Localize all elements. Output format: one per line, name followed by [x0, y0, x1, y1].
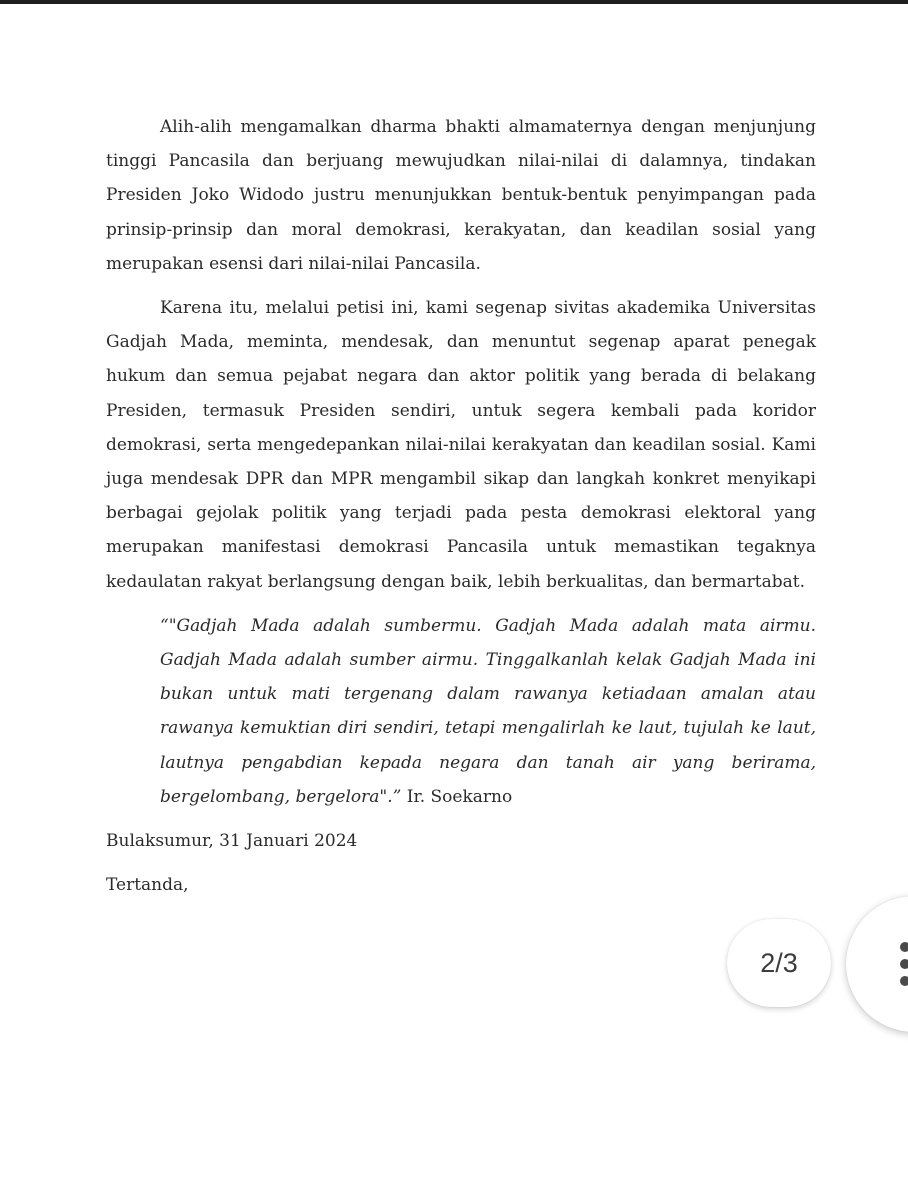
- place-date: Bulaksumur, 31 Januari 2024: [106, 831, 358, 852]
- quote-attribution: Ir. Soekarno: [401, 786, 513, 807]
- quote-text: “"Gadjah Mada adalah sumbermu. Gadjah Mada adalah mata airmu. Gadjah Mada adalah sumber airmu. Tinggalkanlah kelak Gadjah Mada ini bukan untuk mati tergenang dalam rawanya ketiadaan amalan atau rawanya kemuktian diri sendiri, tetapi mengalirlah ke laut, tujulah ke laut, lautnya pengabdian kepada negara dan tanah air yang berirama, bergelombang, bergelora".”: [160, 615, 816, 807]
- document-page[interactable]: [0, 4, 908, 1200]
- page-indicator: 2/3: [727, 919, 831, 1007]
- signoff: Tertanda,: [106, 875, 189, 896]
- paragraph-2: Karena itu, melalui petisi ini, kami segenap sivitas akademika Universitas Gadjah Mada, meminta, mendesak, dan menuntut segenap aparat penegak hukum dan semua pejabat negara dan aktor politik yang berada di belakang Presiden, termasuk Presiden sendiri, untuk segera kembali pada koridor demokrasi, serta mengedepankan nilai-nilai kerakyatan dan keadilan sosial. Kami juga mendesak DPR dan MPR mengambil sikap dan langkah konkret menyikapi berbagai gejolak politik yang terjadi pada pesta demokrasi elektoral yang merupakan manifestasi demokrasi Pancasila untuk memastikan tegaknya kedaulatan rakyat berlangsung dengan baik, lebih berkualitas, dan bermartabat.: [106, 298, 816, 592]
- paragraph-1: Alih-alih mengamalkan dharma bhakti almamaternya dengan menjunjung tinggi Pancasila dan berjuang mewujudkan nilai-nilai di dalamnya, tindakan Presiden Joko Widodo justru menunjukkan bentuk-bentuk penyimpangan pada prinsip-prinsip dan moral demokrasi, kerakyatan, dan keadilan sosial yang merupakan esensi dari nilai-nilai Pancasila.: [106, 117, 816, 274]
- document-body: [106, 110, 816, 912]
- soekarno-quote: [160, 609, 816, 814]
